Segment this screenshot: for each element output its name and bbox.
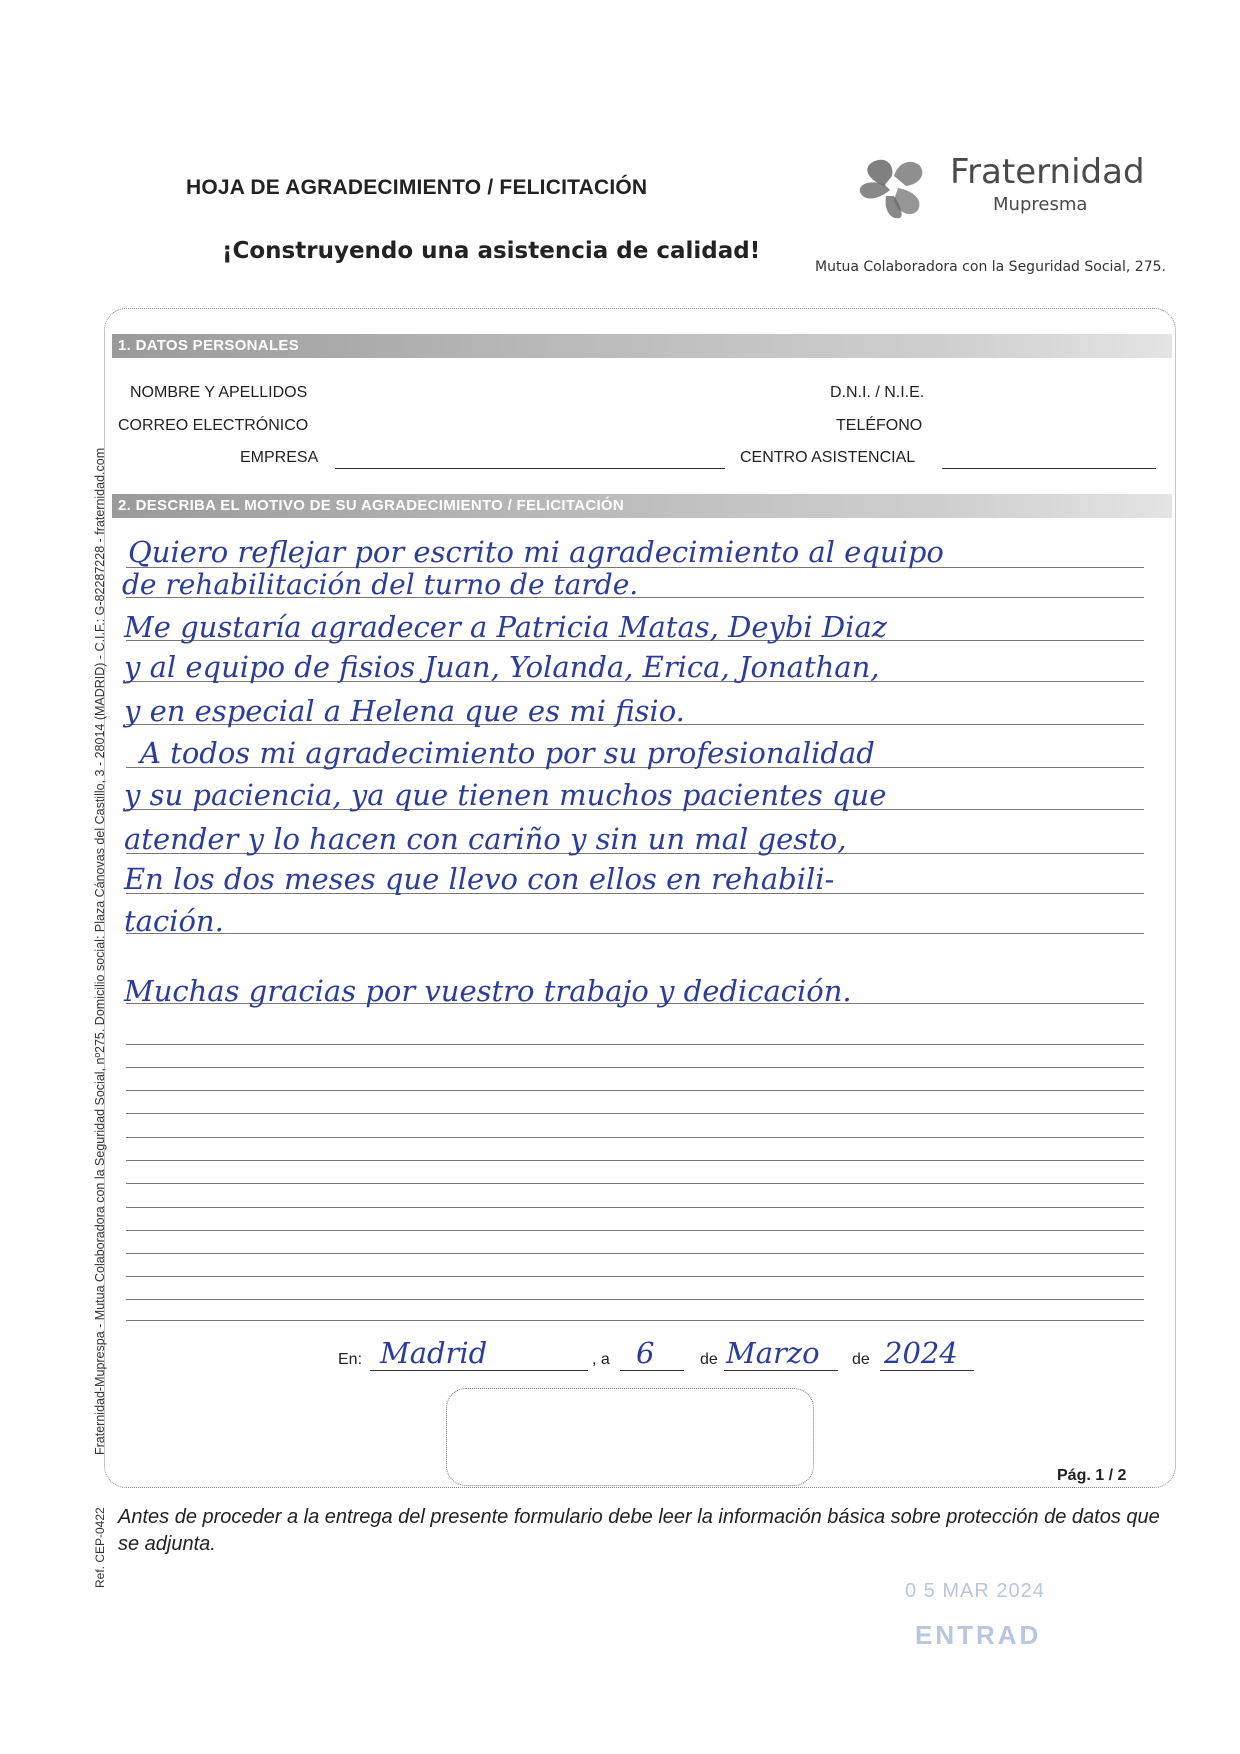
de-label-1: de	[700, 1351, 718, 1368]
ruled-line	[126, 1160, 1144, 1161]
section1-heading: 1. DATOS PERSONALES	[112, 334, 1172, 358]
ruled-line	[126, 1299, 1144, 1300]
place-field[interactable]	[370, 1370, 588, 1371]
month-value: Marzo	[726, 1336, 820, 1370]
a-label: , a	[592, 1351, 610, 1368]
empresa-label: EMPRESA	[240, 449, 319, 466]
handwritten-line: de rehabilitación del turno de tarde.	[122, 568, 639, 601]
logo-sub: Mupresma	[993, 194, 1088, 215]
handwritten-line: Me gustaría agradecer a Patricia Matas, Deybi Diaz	[124, 610, 888, 644]
centro-field[interactable]	[942, 468, 1156, 469]
ruled-line	[126, 1320, 1144, 1321]
month-field[interactable]	[724, 1370, 838, 1371]
ruled-line	[126, 1253, 1144, 1254]
signature-box[interactable]	[446, 1388, 814, 1486]
handwritten-line: y al equipo de fisios Juan, Yolanda, Erica, Jonathan,	[124, 650, 880, 684]
page-number: Pág. 1 / 2	[1057, 1467, 1127, 1484]
reference-code: Ref. CEP-0422	[93, 1507, 107, 1588]
handwritten-line: En los dos meses que llevo con ellos en rehabili-	[124, 862, 835, 896]
en-label: En:	[338, 1351, 363, 1368]
empresa-field[interactable]	[335, 468, 725, 469]
stamp-date: 0 5 MAR 2024	[905, 1580, 1045, 1602]
de-label-2: de	[852, 1351, 870, 1368]
data-protection-note: Antes de proceder a la entrega del presente formulario debe leer la información básica sobre protección de datos que se adjunta.	[118, 1506, 1160, 1555]
nombre-label: NOMBRE Y APELLIDOS	[130, 384, 308, 401]
ruled-line	[126, 1230, 1144, 1231]
handwritten-line: y su paciencia, ya que tienen muchos pacientes que	[124, 778, 887, 812]
stamp-word: ENTRAD	[915, 1620, 1042, 1650]
correo-label: CORREO ELECTRÓNICO	[118, 417, 309, 434]
ruled-line	[126, 1207, 1144, 1208]
ruled-line	[126, 1183, 1144, 1184]
ruled-line	[126, 1067, 1144, 1068]
place-value: Madrid	[380, 1336, 488, 1370]
dni-label: D.N.I. / N.I.E.	[830, 384, 925, 401]
ruled-line	[126, 933, 1144, 934]
day-value: 6	[636, 1336, 655, 1370]
ruled-line	[126, 1113, 1144, 1114]
day-field[interactable]	[620, 1370, 684, 1371]
sidebar-legal-text: Fraternidad-Muprespa - Mutua Colaboradora con la Seguridad Social, nº275. Domicilio social: Plaza Cánovas del Castillo, 3 - 28014 (MADRID) - C.I.F.: G-82287228 - fraternidad.com	[93, 447, 107, 1455]
handwritten-line: Quiero reflejar por escrito mi agradecimiento al equipo	[128, 535, 944, 569]
year-field[interactable]	[880, 1370, 974, 1371]
mutua-line: Mutua Colaboradora con la Seguridad Social, 275.	[815, 259, 1166, 275]
handwritten-line: A todos mi agradecimiento por su profesionalidad	[140, 736, 875, 770]
handwritten-line: Muchas gracias por vuestro trabajo y dedicación.	[124, 974, 852, 1008]
handwritten-line: y en especial a Helena que es mi fisio.	[124, 694, 685, 728]
form-frame	[104, 308, 1176, 1488]
form-subtitle: ¡Construyendo una asistencia de calidad!	[222, 238, 761, 264]
handwritten-line: tación.	[124, 904, 224, 938]
ruled-line	[126, 1044, 1144, 1045]
handwritten-line: atender y lo hacen con cariño y sin un mal gesto,	[124, 822, 847, 856]
telefono-label: TELÉFONO	[836, 417, 923, 434]
year-value: 2024	[884, 1336, 958, 1370]
ruled-line	[126, 1090, 1144, 1091]
form-title: HOJA DE AGRADECIMIENTO / FELICITACIÓN	[186, 176, 648, 199]
section2-heading: 2. DESCRIBA EL MOTIVO DE SU AGRADECIMIENTO / FELICITACIÓN	[112, 494, 1172, 518]
logo-name: Fraternidad	[950, 152, 1145, 192]
ruled-line	[126, 1276, 1144, 1277]
ruled-line	[126, 1137, 1144, 1138]
centro-label: CENTRO ASISTENCIAL	[740, 449, 916, 466]
